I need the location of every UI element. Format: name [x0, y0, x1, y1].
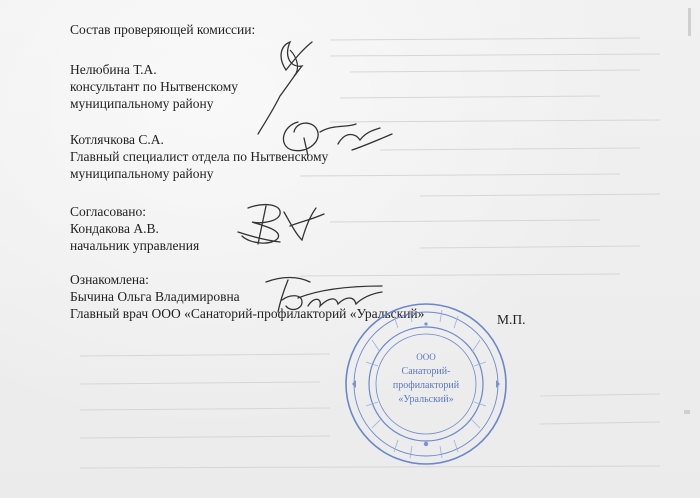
stamp-center-line4: «Уральский» — [398, 394, 454, 405]
member1-name: Нелюбина Т.А. — [70, 62, 157, 77]
seal-place-label: М.П. — [497, 312, 526, 327]
member2-role-line2: муниципальному району — [70, 166, 214, 181]
stamp-center-line1: ООО — [416, 352, 436, 362]
acknowledged-name: Бычина Ольга Владимировна — [70, 289, 240, 304]
stamp-center-line2: Санаторий- — [401, 366, 451, 377]
acknowledged-label: Ознакомлена: — [70, 272, 149, 287]
round-stamp-sanatorium — [342, 300, 510, 468]
acknowledged-role: Главный врач ООО «Санаторий-профилакторий «Уральский» — [70, 306, 425, 321]
heading-commission: Состав проверяющей комиссии: — [70, 22, 256, 37]
approved-role: начальник управления — [70, 238, 200, 253]
signature-nelyubina — [250, 36, 330, 136]
approved-name: Кондакова А.В. — [70, 221, 159, 236]
member1-role-line2: муниципальному району — [70, 96, 214, 111]
stamp-center-line3: профилакторий — [392, 380, 460, 391]
member2-name: Котлячкова С.А. — [70, 132, 164, 147]
signature-kondakova — [230, 196, 330, 256]
approved-label: Согласовано: — [70, 204, 146, 219]
member1-role-line1: консультант по Нытвенскому — [70, 79, 238, 94]
member2-role-line1: Главный специалист отдела по Нытвенскому — [70, 149, 329, 164]
